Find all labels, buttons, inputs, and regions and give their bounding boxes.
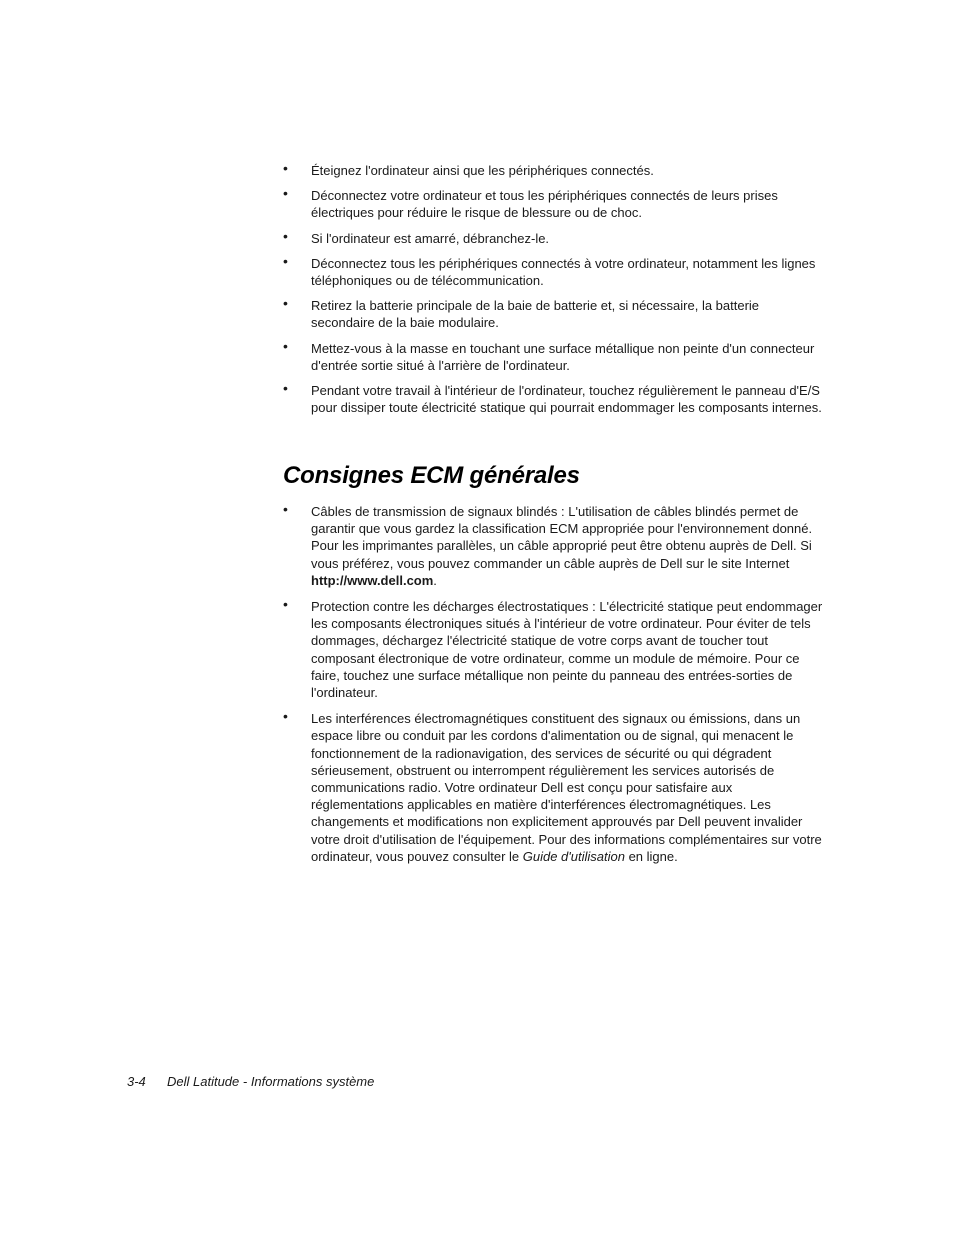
list-item: • Mettez-vous à la masse en touchant une surface métallique non peinte d'un connecteur d'entrée sortie situé à l'arrière de l'ordinateur. <box>283 340 823 374</box>
page-footer <box>127 1074 374 1089</box>
user-guide-title: Guide d'utilisation <box>522 848 625 864</box>
list-item: • Déconnectez tous les périphériques connectés à votre ordinateur, notamment les lignes téléphoniques ou de télécommunication. <box>283 255 823 289</box>
list-item: • Pendant votre travail à l'intérieur de l'ordinateur, touchez régulièrement le panneau d'E/S pour dissiper toute électricité statique qui pourrait endommager les composants internes. <box>283 382 823 416</box>
item-end: en ligne. <box>624 848 678 864</box>
safety-steps-list <box>283 162 823 424</box>
list-item: • Si l'ordinateur est amarré, débranchez-le. <box>283 230 823 247</box>
item-end: . <box>433 572 437 588</box>
page-number: 3-4 <box>127 1074 146 1089</box>
item-text: Câbles de transmission de signaux blindés : L'utilisation de câbles blindés permet de garantir que vous gardez la classification ECM appropriée pour l'environnement donné. Pour les imprimantes parallèles, un câble approprié peut être obtenu auprès de Dell. Si vous préférez, vous pouvez commander un câble auprès de Dell sur le site Internet <box>311 504 813 571</box>
item-text: Les interférences électromagnétiques constituent des signaux ou émissions, dans un espace libre ou conduit par les cordons d'alimentation ou de signal, qui menacent le fonctionnement de la radionavigation, des services de sécurité ou qui dégradent sérieusement, obstruent ou interrompent régulièrement les services autorisés de communications radio. Votre ordinateur Dell est conçu pour satisfaire aux réglementations applicables en matière d'interférences électromagnétiques. Les changements et modifications non explicitement approuvés par Dell peuvent invalider votre droit d'utilisation de l'équipement. Pour des informations complémentaires sur votre ordinateur, vous pouvez consulter le <box>311 711 822 864</box>
list-item <box>283 710 823 865</box>
emc-guidelines-list <box>283 503 823 874</box>
footer-title: Dell Latitude - Informations système <box>167 1074 375 1089</box>
list-item: • Éteignez l'ordinateur ainsi que les périphériques connectés. <box>283 162 823 179</box>
list-item: • Retirez la batterie principale de la baie de batterie et, si nécessaire, la batterie secondaire de la baie modulaire. <box>283 297 823 331</box>
list-item: • Protection contre les décharges électrostatiques : L'électricité statique peut endommager les composants électroniques situés à l'intérieur de votre ordinateur. Pour éviter de tels dommages, déchargez l'électricité statique de votre corps avant de toucher tout composant électronique de votre ordinateur, comme un module de mémoire. Pour ce faire, touchez une surface métallique non peinte du panneau des entrées-sorties de l'ordinateur. <box>283 598 823 701</box>
section-heading: Consignes ECM générales <box>283 462 580 489</box>
list-item <box>283 503 823 589</box>
list-item: • Déconnectez votre ordinateur et tous les périphériques connectés de leurs prises électriques pour réduire le risque de blessure ou de choc. <box>283 187 823 221</box>
dell-website-link[interactable]: http://www.dell.com <box>311 572 434 588</box>
